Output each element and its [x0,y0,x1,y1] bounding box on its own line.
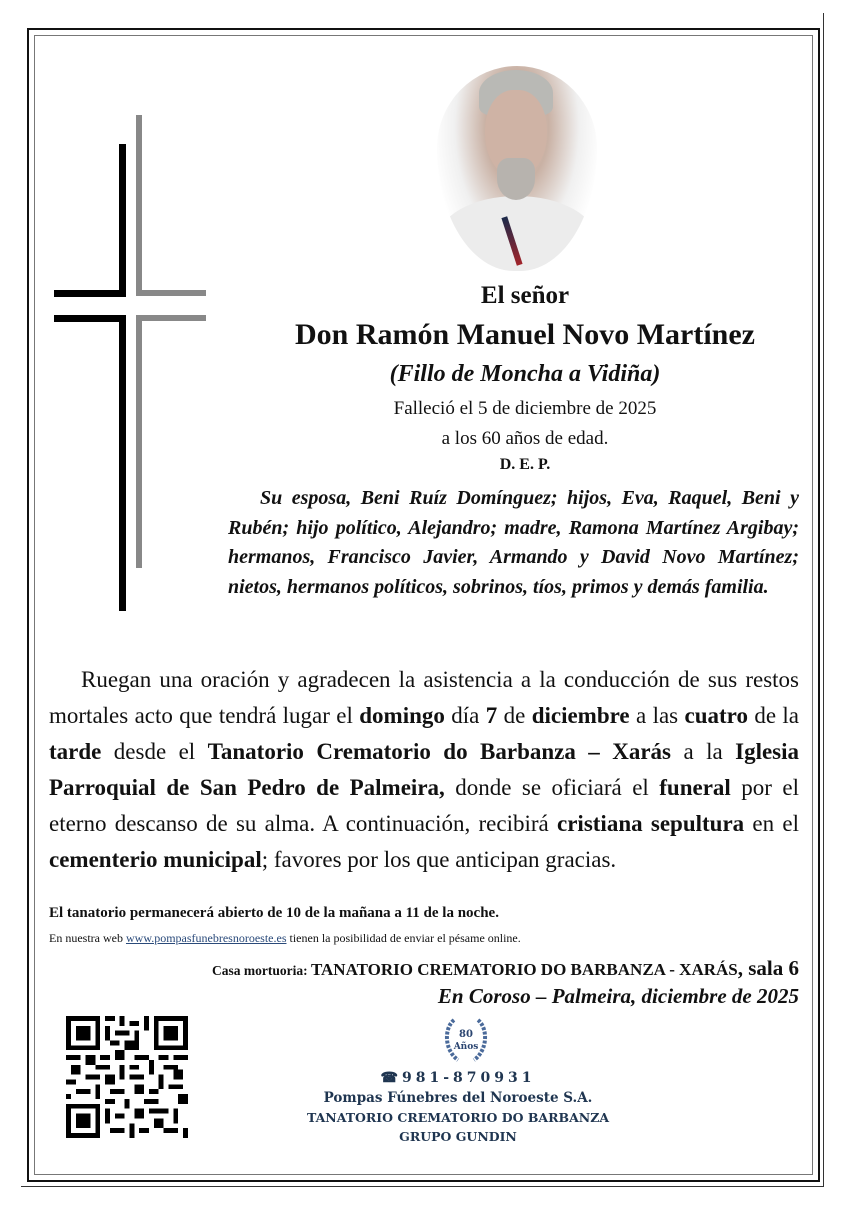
company-line-2: TANATORIO CREMATORIO DO BARBANZA [306,1110,610,1125]
announcement-text: en el [744,811,799,836]
phone-number[interactable]: 981-870931 [401,1070,536,1086]
portrait-photo [437,66,597,271]
svg-text:Años: Años [453,1042,479,1052]
announcement-text: a la [671,739,736,764]
announcement-highlight: 7 [485,703,498,728]
web-prefix: En nuestra web [49,931,126,945]
web-condolence-note [49,931,799,946]
funeral-announcement [49,662,799,878]
announcement-highlight: domingo [359,703,445,728]
announcement-text: ; favores por los que anticipan gracias. [261,847,617,872]
announcement-text: de [497,703,532,728]
laurel-wreath-icon [440,1016,492,1066]
announcement-highlight: cuatro [684,703,748,728]
honorific: El señor [480,282,570,309]
announcement-text: Ruegan una oración y agradecen la asistencia a la conducción de sus restos mortales acto que tendrá lugar el [49,667,799,728]
age: a los 60 años de edad. [441,428,609,449]
announcement-text: de la [747,703,799,728]
mortuary-room: , sala 6 [737,956,799,980]
place-date: En Coroso – Palmeira, diciembre de 2025 [437,984,799,1008]
rip-label: D. E. P. [499,456,551,473]
announcement-highlight: diciembre [531,703,630,728]
announcement-text: por el eterno descanso de su alma. A continuación, recibirá [49,775,799,836]
announcement-text: donde se oficiará el [444,775,660,800]
announcement-text: desde el [101,739,208,764]
company-phone [250,1070,666,1086]
announcement-text: día [444,703,486,728]
frame-shadow-bottom [21,1186,824,1187]
anniversary-emblem [440,1016,492,1066]
deceased-name: Don Ramón Manuel Novo Martínez [295,318,755,351]
announcement-highlight: cristiana sepultura [557,811,745,836]
mortuary-line [49,956,799,981]
opening-hours: El tanatorio permanecerá abierto de 10 de la mañana a 11 de la noche. [49,905,499,921]
announcement-text: a las [629,703,685,728]
family-list: Su esposa, Beni Ruíz Domínguez; hijos, Eva, Raquel, Beni y Rubén; hijo político, Alejandro; madre, Ramona Martínez Argibay; hermanos, Francisco Javier, Armando y David Novo Martínez; nietos, hermanos políticos, sobrinos, tíos, primos y demás familia. [228,487,799,598]
nickname: (Fillo de Moncha a Vidiña) [389,361,661,387]
mortuary-name: TANATORIO CREMATORIO DO BARBANZA - XARÁS [310,960,738,979]
company-name: Pompas Fúnebres del Noroeste S.A. [323,1090,593,1106]
frame-shadow-right [823,13,824,1187]
web-suffix: tienen la posibilidad de enviar el pésame online. [286,931,521,945]
announcement-highlight: funeral [659,775,731,800]
qr-code[interactable] [66,1016,188,1138]
svg-text:80: 80 [459,1029,473,1040]
announcement-highlight: Iglesia Parroquial de San Pedro de Palmeira, [49,739,800,800]
announcement-highlight: tarde [49,739,102,764]
phone-icon: ☎ [380,1070,402,1086]
announcement-highlight: cementerio municipal [49,847,262,872]
mortuary-label: Casa mortuoria: [211,963,311,978]
website-link[interactable]: www.pompasfunebresnoroeste.es [125,931,287,945]
death-date: Falleció el 5 de diciembre de 2025 [393,398,657,419]
announcement-highlight: Tanatorio Crematorio do Barbanza – Xarás [207,739,672,764]
company-line-3: GRUPO GUNDIN [399,1129,517,1144]
